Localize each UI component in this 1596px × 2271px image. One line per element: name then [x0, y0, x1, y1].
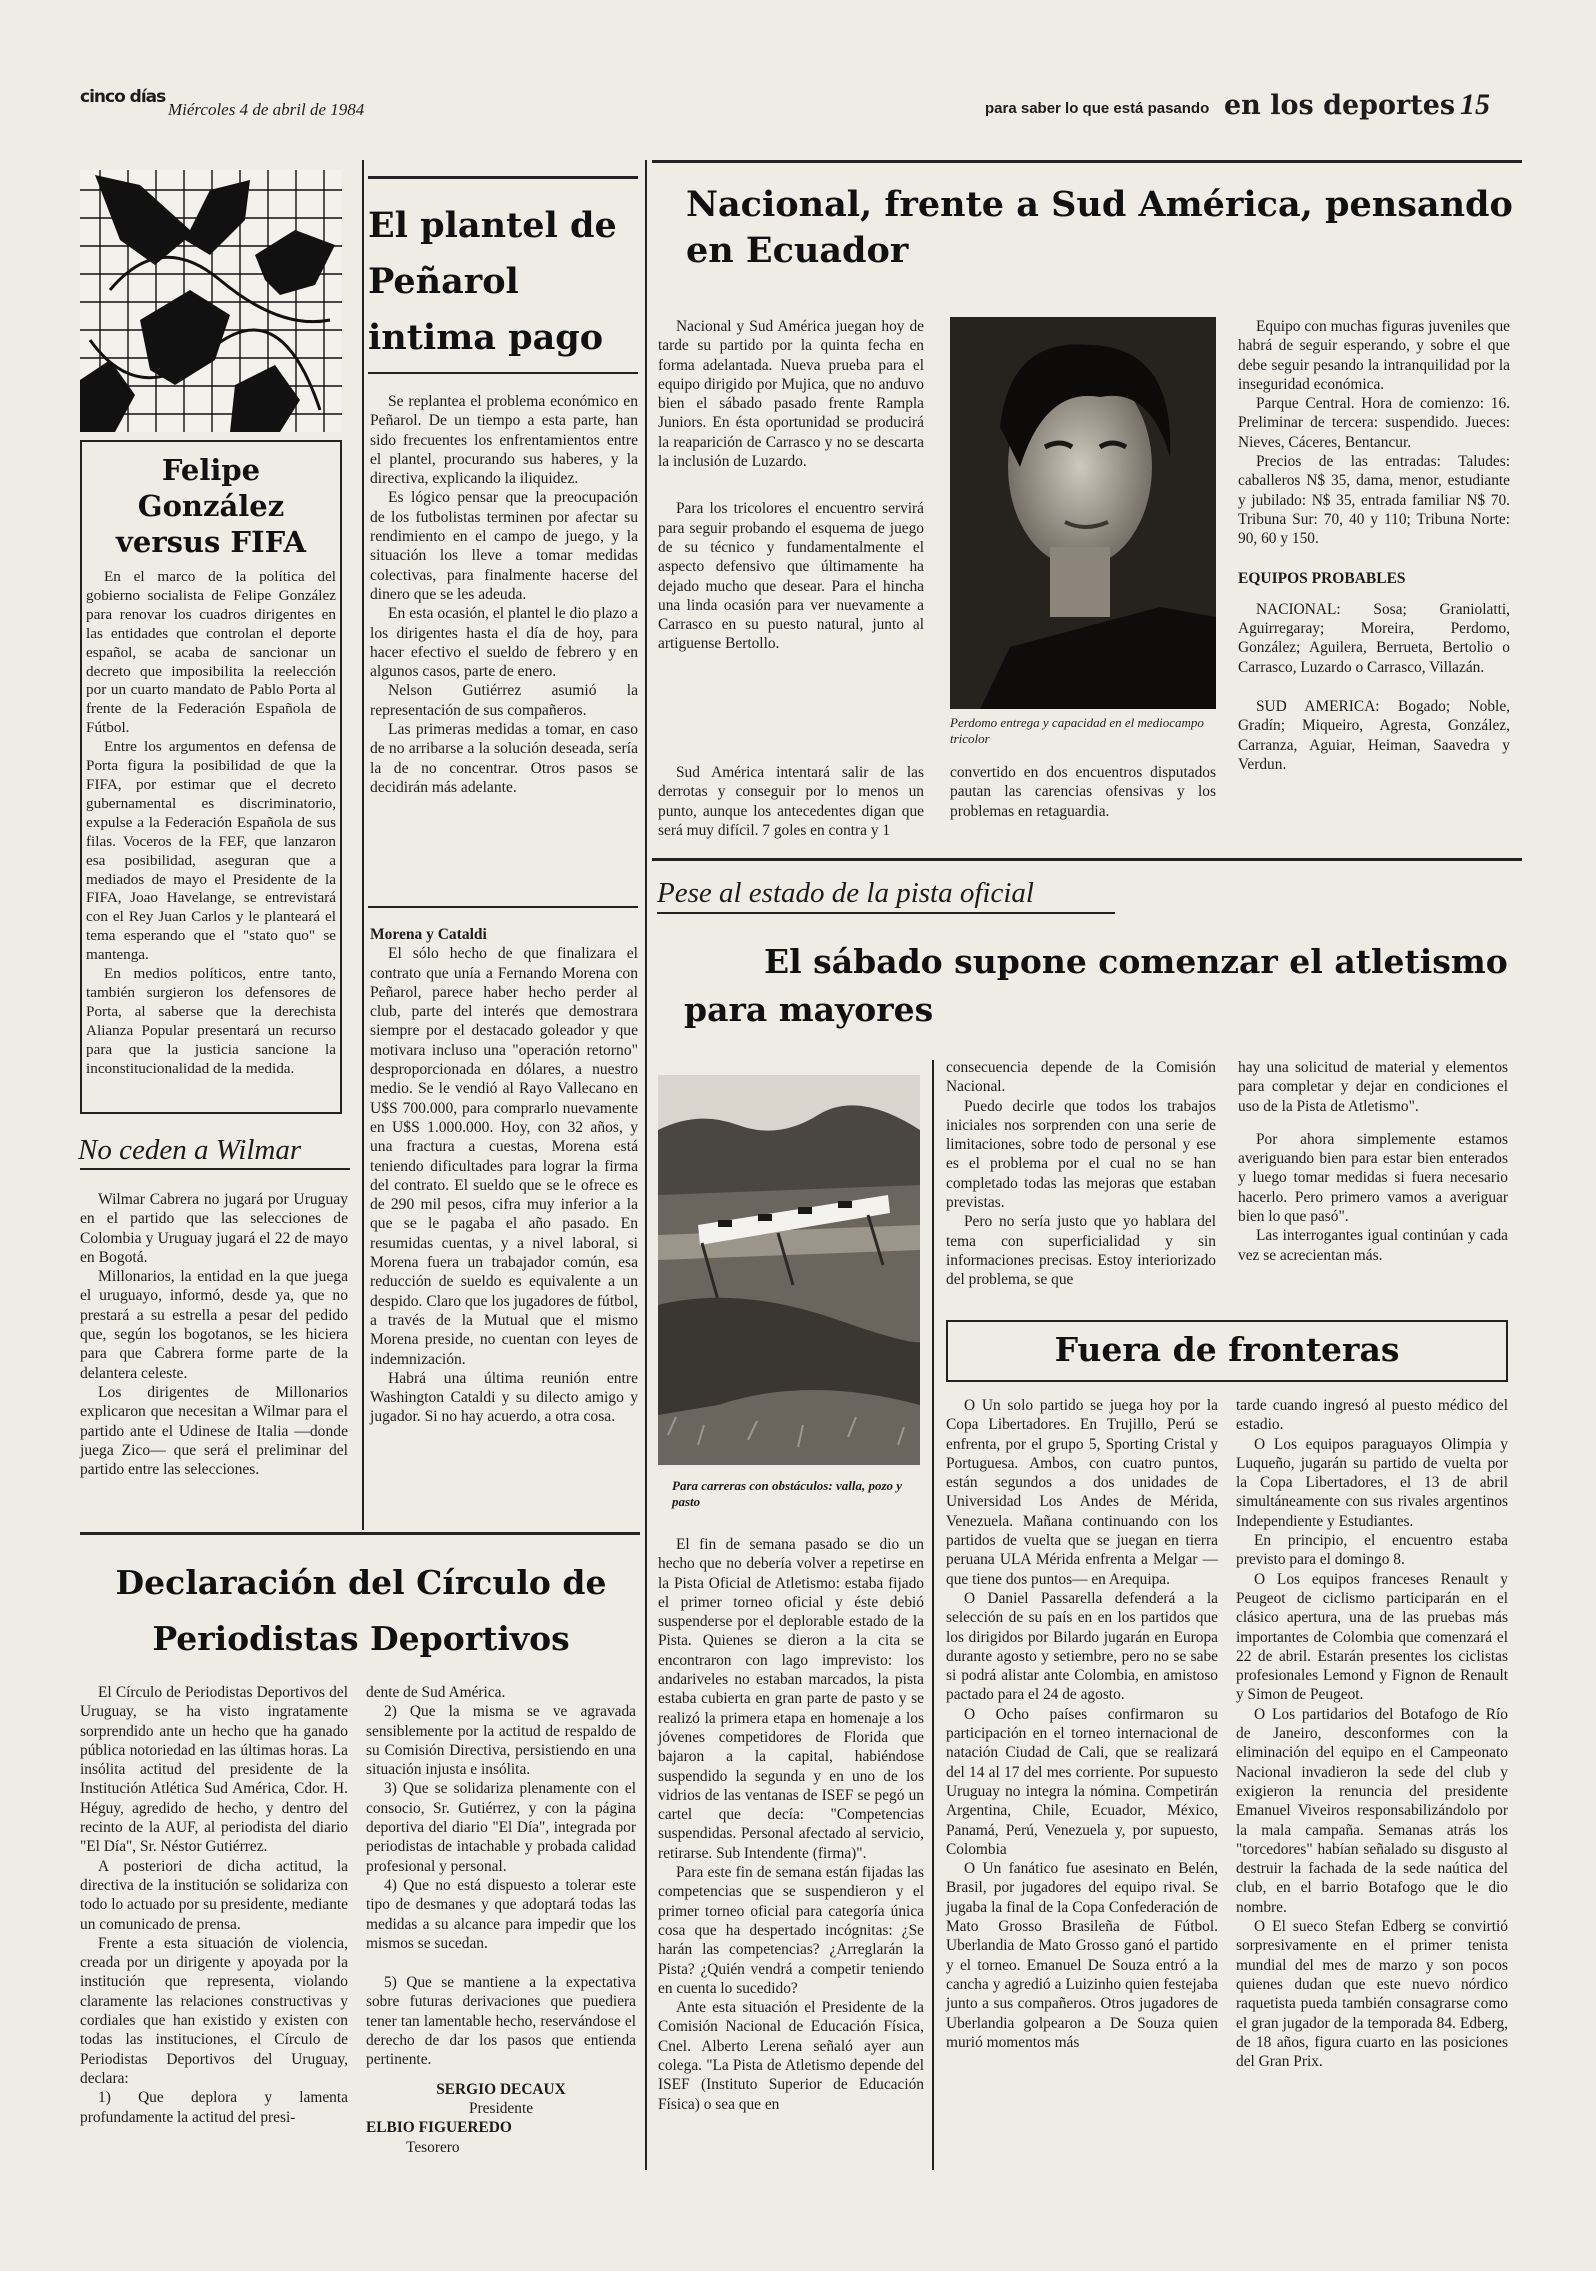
fuera-paragraph: O Los partidarios del Botafogo de Río de Janeiro, desconformes con la eliminación del equipo en el Campeonato Nacional invadieron la sede del club y exigieron la renuncia del presidente Emanuel Viveiros responsabilizándolo por la mala campaña. Semanas atrás los "torcedores" habían señalado su disgusto al destruir la fachada de la sede naútica del club, en el barrio Botafogo que le dio nombre.	[1236, 1705, 1508, 1916]
divider	[80, 1532, 640, 1535]
atletismo-article-col3	[1238, 1058, 1508, 1265]
nacional-paragraph: Para los tricolores el encuentro servirá para seguir probando el esquema de juego de su técnico y fundamentalmente el aspecto defensivo que últimamente ha dejado mucho que desear. Para el hincha una linda ocasión para ver nuevamente a Carrasco en su puesto natural, junto al artiguense Bertollo.	[658, 500, 924, 653]
signature-role: Tesorero	[406, 2138, 460, 2156]
fuera-paragraph: O Ocho países confirmaron su participación en el torneo internacional de natación Ciudad de Cali, que se realizará del 14 al 17 del mes corriente. Por supuesto Uruguay no integra la nómina. Competirán Argentina, Chile, Ecuador, México, Panamá, Perú, Venezuela y, por supuesto, Colombia	[946, 1705, 1218, 1858]
circulo-paragraph: 2) Que la misma se ve agravada sensiblemente por la actitud de respaldo de su Comisión Directiva, persistiendo en una situación injusta e insólita.	[366, 1703, 636, 1779]
equipos-paragraph: NACIONAL: Sosa; Graniolatti, Aguirregaray; Moreira, Perdomo, González; Aguilera, Berrueta, Bertolio o Carrasco, Luzardo o Carrasco, Villazán.	[1238, 600, 1510, 676]
nacional-paragraph: Equipo con muchas figuras juveniles que habrá de seguir esperando, y sobre el que debe seguir pesando la intranquilidad por la inseguridad económica.	[1238, 318, 1510, 393]
fuera-paragraph: tarde cuando ingresó al puesto médico del estadio.	[1236, 1397, 1508, 1434]
divider	[368, 176, 638, 179]
nacional-article-col1	[658, 317, 924, 654]
masthead-tagline: para saber lo que está pasando	[985, 100, 1210, 117]
wilmar-paragraph: Millonarios, la entidad en la que juega el uruguayo, informó, desde ya, que no prestará a su estrella a pesar del pedido que, según los bogotanos, se les hiciera para que Cabrera forme parte de la delantera celeste.	[80, 1268, 348, 1382]
penarol-headline: El plantel de Peñarol intima pago	[368, 205, 617, 358]
atletismo-paragraph: Para este fin de semana están fijadas las competencias que se suspendieron y el primer torneo oficial para categoría única cosa que ha despertado incógnitas: ¿Se harán las competencias? ¿Arreglarán la Pista? ¿Quién vendrá a competir teniendo en cuenta lo sucedido?	[658, 1864, 924, 1997]
atletismo-paragraph: Puedo decirle que todos los trabajos iniciales nos sorprenden con una serie de limitaciones, sobre todo de personal y ese es el problema por el cual no se han completado todas las mejoras que estaban previstas.	[946, 1097, 1216, 1212]
track-photo	[658, 1075, 920, 1465]
column-rule	[932, 1060, 934, 2170]
nacional-paragraph: Sud América intentará salir de las derrotas y conseguir por lo menos un punto, aunque los antecedentes digan que será muy difícil. 7 goles en contra y 1	[658, 764, 924, 839]
column-rule	[362, 160, 364, 1530]
penarol-paragraph: Se replantea el problema económico en Peñarol. De un tiempo a esta parte, han sido frecuentes los enfrentamientos entre el plantel, procurando sus haberes, y la directiva, explicando la iliquidez.	[370, 393, 638, 488]
penarol-paragraph: Las primeras medidas a tomar, en caso de no arribarse a la solución deseada, sería la de no concentrar. Otros pasos se decidirán más adelante.	[370, 721, 638, 796]
divider	[368, 372, 638, 374]
fuera-article-col1	[946, 1396, 1218, 2052]
perdomo-photo-caption: Perdomo entrega y capacidad en el mediocampo tricolor	[950, 715, 1204, 746]
divider	[80, 1168, 350, 1170]
penarol-paragraph: Habrá una última reunión entre Washington Cataldi y su dilecto amigo y jugador. Si no hay acuerdo, a otra cosa.	[370, 1369, 638, 1426]
wilmar-kicker: No ceden a Wilmar	[78, 1134, 302, 1166]
circulo-paragraph: A posteriori de dicha actitud, la directiva de la institución se solidariza con todo lo actuado por su presidente, mediante un comunicado de prensa.	[80, 1857, 348, 1933]
divider	[652, 160, 1522, 163]
fuera-paragraph: O Un solo partido se juega hoy por la Copa Libertadores. En Trujillo, Perú se enfrenta, por el grupo 5, Sporting Cristal y Portuguesa. Ambos, con cuatro puntos, están segundos a dos unidades de Universidad Los Andes de Mérida, Venezuela. Mañana continuando con los partidos de vuelta que se juegan en tierra peruana ULA Mérida enfrenta a Melgar —que tiene dos puntos— en Arequipa.	[946, 1397, 1218, 1588]
signature-role: Presidente	[468, 2099, 534, 2117]
nacional-paragraph: Parque Central. Hora de comienzo: 16. Preliminar de tercera: suspendido. Jueces: Nieves, Cáceres, Bentancur.	[1238, 395, 1510, 451]
atletismo-paragraph: Ante esta situación el Presidente de la Comisión Nacional de Educación Física, Cnel. Alberto Lerena señaló ayer aun colega. "La Pista de Atletismo depende del ISEF (Instituto Superior de Educación Física) o sea que en	[658, 1999, 924, 2113]
penarol-morena-article	[370, 925, 638, 1427]
fuera-paragraph: En principio, el encuentro estaba previsto para el domingo 8.	[1236, 1532, 1508, 1569]
equipos-paragraph: SUD AMERICA: Bogado; Noble, Gradín; Miqueiro, Agresta, González, Carranza, Aguiar, Heiman, Saavedra y Verdun.	[1238, 698, 1510, 773]
masthead-section: en los deportes	[1224, 90, 1456, 121]
nacional-headline: Nacional, frente a Sud América, pensando en Ecuador	[686, 184, 1513, 271]
perdomo-photo	[950, 317, 1216, 709]
penarol-article	[370, 392, 638, 797]
wilmar-paragraph: Los dirigentes de Millonarios explicaron que necesitan a Wilmar para el partido ante el Udinese de Italia —donde juega Zico— que será el preliminar del partido entre las selecciones.	[80, 1383, 348, 1479]
atletismo-headline: El sábado supone comenzar el atletismo para mayores	[684, 942, 1508, 1029]
abstract-illustration	[80, 170, 342, 432]
circulo-paragraph: 4) Que no está dispuesto a tolerar este tipo de desmanes y que adoptará todas las medidas a su alcance para impedir que los mismos se sucedan.	[366, 1876, 636, 1952]
nacional-article-col1b	[658, 763, 924, 840]
circulo-article-col1	[80, 1683, 348, 2127]
nacional-paragraph: convertido en dos encuentros disputados pautan las carencias ofensivas y los problemas en retaguardia.	[950, 764, 1216, 820]
fuera-headline: Fuera de fronteras	[1054, 1330, 1400, 1369]
nacional-article-col3	[1238, 317, 1510, 774]
penarol-paragraph: Nelson Gutiérrez asumió la representación de sus compañeros.	[370, 682, 638, 719]
felipe-paragraph: Entre los argumentos en defensa de Porta figura la posibilidad de que la FIFA, por estimar que el decreto gubernamental es discriminatorio, expulse a la Federación Española de sus filas. Voceros de la FEF, que lanzaron esa posibilidad, aseguran que a mediados de mayo el Presidente de la FIFA, Joao Havelange, se entrevistará con el Rey Juan Carlos y le planteará el tema esperando que el "stato quo" se mantenga.	[86, 738, 336, 964]
penarol-paragraph: En esta ocasión, el plantel le dio plazo a los dirigentes hasta el día de hoy, para hacer efectivo el sueldo de febrero y en algunos casos, parte de enero.	[370, 605, 638, 681]
page-number: 15	[1460, 88, 1490, 121]
circulo-paragraph: El Círculo de Periodistas Deportivos del Uruguay, se ha visto ingratamente sorprendido ante un hecho que ha ganado pública notoriedad en las últimas horas. La insólita actitud del presidente de la Institución Atlética Sud América, Cdor. H. Héguy, agredido de hecho, y dentro del recinto de la AUF, al periodista del diario "El Día", Sr. Néstor Gutiérrez.	[80, 1684, 348, 1856]
nacional-paragraph: Precios de las entradas: Taludes: caballeros N$ 35, dama, menor, estudiante y jubilado: N$ 35, entrada familiar N$ 70. Tribuna Sur: 70, 40 y 110; Tribuna Norte: 90, 60 y 150.	[1238, 453, 1510, 548]
atletismo-paragraph: El fin de semana pasado se dio un hecho que no debería volver a repetirse en la Pista Oficial de Atletismo: estaba fijado el primer torneo oficial y éste debió suspenderse por el deplorable estado de la Pista. Quienes se dieron a la cita se encontraron con lago imprevisto: los andariveles no estaban marcados, la pista estaba cubierta en gran parte de pasto y se realizó la primera etapa en homenaje a los jóvenes competidores de Florida que bajaron a la capital, habiéndose suspendido la segunda y en uno de los vidrios de las ventanas de ISEF se pegó un cartel que decía: "Competencias suspendidas. Personal afectado al servicio, retirarse. Sub Intendente (firma)".	[658, 1536, 924, 1862]
equipos-heading: EQUIPOS PROBABLES	[1238, 569, 1406, 587]
circulo-paragraph: 1) Que deplora y lamenta profundamente la actitud del presi-	[80, 2089, 348, 2126]
wilmar-paragraph: Wilmar Cabrera no jugará por Uruguay en el partido que las selecciones de Colombia y Uruguay jugará el 22 de mayo en Bogotá.	[80, 1191, 348, 1266]
atletismo-paragraph: hay una solicitud de material y elementos para completar y dejar en condiciones el uso de la Pista de Atletismo".	[1238, 1059, 1508, 1115]
nacional-article-col2b	[950, 763, 1216, 821]
divider	[368, 906, 638, 908]
atletismo-kicker: Pese al estado de la pista oficial	[657, 877, 1034, 909]
atletismo-paragraph: Las interrogantes igual continúan y cada vez se acrecientan más.	[1238, 1227, 1508, 1264]
fuera-article-col2	[1236, 1396, 1508, 2071]
masthead-logo: cinco días	[80, 87, 166, 107]
masthead-date: Miércoles 4 de abril de 1984	[168, 100, 365, 119]
felipe-paragraph: En medios políticos, entre tanto, también surgieron los defensores de Porta, al saberse que la derechista Alianza Popular presentará un recurso para que la justicia sancione la inconstitucionalidad de la medida.	[86, 965, 336, 1077]
column-rule	[645, 160, 647, 2170]
circulo-paragraph: dente de Sud América.	[366, 1684, 506, 1701]
divider	[652, 858, 1522, 861]
fuera-paragraph: O Daniel Passarella defenderá a la selección de su país en en los partidos que los dirigidos por Bilardo jugarán en Europa durante agosto y setiembre, pero no se sabe si podrá alistar ante Colombia, en amistoso pactado para el 24 de agosto.	[946, 1589, 1218, 1704]
fuera-paragraph: O Los equipos paraguayos Olimpia y Luqueño, jugarán su partido de vuelta por la Copa Libertadores, el 13 de abril simultáneamente con sus rivales argentinos Independiente y Estudiantes.	[1236, 1435, 1508, 1530]
track-photo-caption: Para carreras con obstáculos: valla, pozo y pasto	[672, 1478, 903, 1509]
fuera-paragraph: O Un fanático fue asesinato en Belén, Brasil, por jugadores del equipo rival. Se jugaba la final de la Copa Confederación de Mato Grosso Brasileña de Fútbol. Uberlandia de Mato Grosso ganó el partido y el torneo. Emanuel De Souza entró a la cancha y agredió a Luizinho quien festejaba junto a sus compañeros. Otros jugadores de Uberlandia golpearon a De Souza quien murió momentos más	[946, 1860, 1218, 2051]
circulo-paragraph: 5) Que se mantiene a la expectativa sobre futuras derivaciones que puediera tener tan lamentable hecho, reservándose el derecho de dar los pasos que entienda pertinente.	[366, 1974, 636, 2069]
wilmar-article	[80, 1190, 348, 1479]
atletismo-article-col2	[946, 1058, 1216, 1290]
fuera-paragraph: O Los equipos franceses Renault y Peugeot de ciclismo participarán en el clásico apertura, una de las pruebas más importantes de Colombia que comenzará el 22 de abril. Estarán presentes los ciclistas profesionales Lemond y Fignon de Renault y Simon de Peugeot.	[1236, 1570, 1508, 1704]
fuera-paragraph: O El sueco Stefan Edberg se convirtió sorpresivamente en el primer tenista mundial del mes de marzo y son pocos quienes dudan que este nuevo nórdico raquetista pueda también consagrarse como el gran jugador de la temporada 84. Edberg, de 18 años, figura cuarto en las posiciones del Gran Prix.	[1236, 1918, 1508, 2071]
nacional-paragraph: Nacional y Sud América juegan hoy de tarde su partido por la quinta fecha en forma adelantada. Nueva prueba para el equipo dirigido por Mujica, que no anduvo bien el sábado pasado frente Rampla Juniors. En ésta oportunidad se producirá la reaparición de Carrasco y no se descarta la inclusión de Luzardo.	[658, 318, 924, 471]
penarol-paragraph: Es lógico pensar que la preocupación de los futbolistas terminen por afectar su rendimiento en el campo de juego, y la situación los lleve a tomar medidas colectivas, para finalmente hacerse del dinero que se les adeuda.	[370, 489, 638, 603]
atletismo-paragraph: consecuencia depende de la Comisión Nacional.	[946, 1059, 1216, 1096]
atletismo-article-col1	[658, 1535, 924, 2114]
signature-name: ELBIO FIGUEREDO	[366, 2119, 512, 2137]
circulo-headline: Declaración del Círculo de Periodistas Deportivos	[115, 1563, 607, 1658]
circulo-article-col2	[366, 1683, 636, 2157]
felipe-article	[86, 568, 336, 1078]
penarol-subhead: Morena y Cataldi	[370, 926, 487, 943]
circulo-paragraph: Frente a esta situación de violencia, creada por un dirigente y apoyada por la institución que representa, violando claramente las relaciones constructivas y cordiales que han existido y existen con todas las instituciones, el Círculo de Periodistas Deportivos del Uruguay, declara:	[80, 1934, 348, 2087]
atletismo-paragraph: Pero no sería justo que yo hablara del tema con superficialidad y sin informaciones precisas. Estoy interiorizado del problema, se que	[946, 1213, 1216, 1289]
divider	[657, 912, 1115, 914]
penarol-paragraph: El sólo hecho de que finalizara el contrato que unía a Fernando Morena con Peñarol, parece haber hecho perder al club, parte del interés que demostrara siempre por el destacado goleador y que motivara incluso una "operación retorno" desproporcionada en dólares, a nuestro medio. Se le vendió al Rayo Vallecano en U$S 700.000, para comprarlo nuevamente en U$S 1.000.000. Hoy, con 32 años, y una fractura a cuestas, Morena está teniendo dificultades para lograr la firma del contrato. El sueldo que se le ofrece es de 290 mil pesos, cifra muy inferior a la que se le pagaba el año pasado. En resumidas cuentas, y a nivel laboral, si Morena fuera un trabajador común, esa reducción de sueldo es equivalente a un despido. Claro que los jugadores de fútbol, a través de la Mutual que el mismo Morena preside, no cuentan con leyes de indemnización.	[370, 945, 638, 1368]
atletismo-paragraph: Por ahora simplemente estamos averiguando bien para estar bien enterados y luego tomar medidas si fuera necesario hacerlo. Pero primero vamos a averiguar bien lo que pasó".	[1238, 1130, 1508, 1226]
signature-name: SERGIO DECAUX	[436, 2080, 566, 2098]
circulo-paragraph: 3) Que se solidariza plenamente con el consocio, Sr. Gutiérrez, y con la página deportiva del diario "El Día", integrada por periodistas de intachable y probada calidad profesional y personal.	[366, 1780, 636, 1875]
felipe-headline: Felipe González versus FIFA	[116, 453, 306, 559]
felipe-paragraph: En el marco de la política del gobierno socialista de Felipe González para renovar los cuadros dirigentes en las entidades que controlan el deporte español, se acaba de sancionar un decreto que imposibilita la reelección por un cuarto mandato de Pablo Porta al frente de la Federación Española de Fútbol.	[86, 568, 336, 737]
